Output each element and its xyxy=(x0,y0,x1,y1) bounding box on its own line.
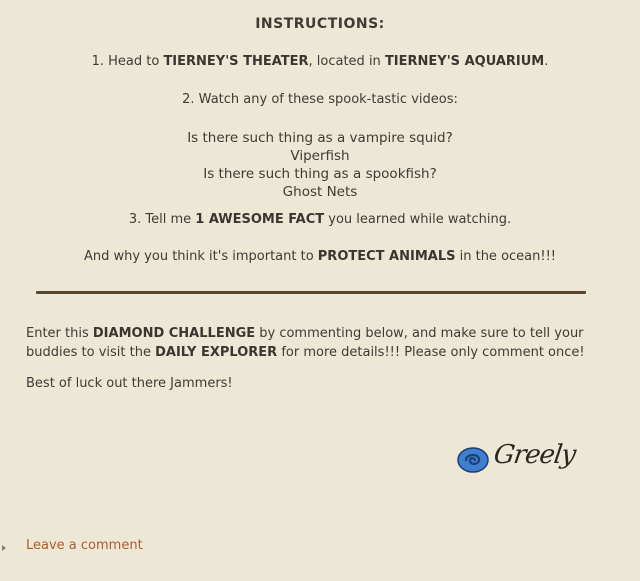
protect-animals-highlight: PROTECT ANIMALS xyxy=(317,249,456,264)
blue-swirl-icon xyxy=(456,446,490,474)
instruction-step-1: 1. Head to TIERNEY'S THEATER, located in TIERNEY'S AQUARIUM. xyxy=(91,54,549,69)
signature xyxy=(456,440,576,480)
instruction-step-3: 3. Tell me 1 AWESOME FACT you learned while watching. xyxy=(128,212,512,227)
aquarium-name: TIERNEY'S AQUARIUM xyxy=(384,54,545,69)
good-luck-paragraph: Best of luck out there Jammers! xyxy=(26,376,233,391)
section-divider xyxy=(36,291,586,294)
comment-arrow-icon xyxy=(2,545,6,551)
instructions-title: INSTRUCTIONS: xyxy=(255,16,385,32)
video-item: Ghost Nets xyxy=(282,184,358,200)
diamond-challenge-highlight: DIAMOND CHALLENGE xyxy=(92,326,256,341)
video-item: Viperfish xyxy=(290,148,350,164)
awesome-fact-highlight: 1 AWESOME FACT xyxy=(195,212,325,227)
video-list xyxy=(0,129,640,201)
video-item: Is there such thing as a spookfish? xyxy=(203,166,437,182)
video-item: Is there such thing as a vampire squid? xyxy=(187,130,453,146)
theater-name: TIERNEY'S THEATER xyxy=(163,54,309,69)
leave-comment-link[interactable]: Leave a comment xyxy=(26,538,143,553)
signature-name: Greely xyxy=(491,440,578,470)
instruction-step-2: 2. Watch any of these spook-tastic videos: xyxy=(182,92,458,107)
challenge-paragraph: Enter this DIAMOND CHALLENGE by commenting below, and make sure to tell your buddies to visit the DAILY EXPLORER for more details!!! Please only comment once! xyxy=(26,326,585,360)
protect-animals-line: And why you think it's important to PROTECT ANIMALS in the ocean!!! xyxy=(83,249,557,264)
daily-explorer-highlight: DAILY EXPLORER xyxy=(155,345,278,360)
